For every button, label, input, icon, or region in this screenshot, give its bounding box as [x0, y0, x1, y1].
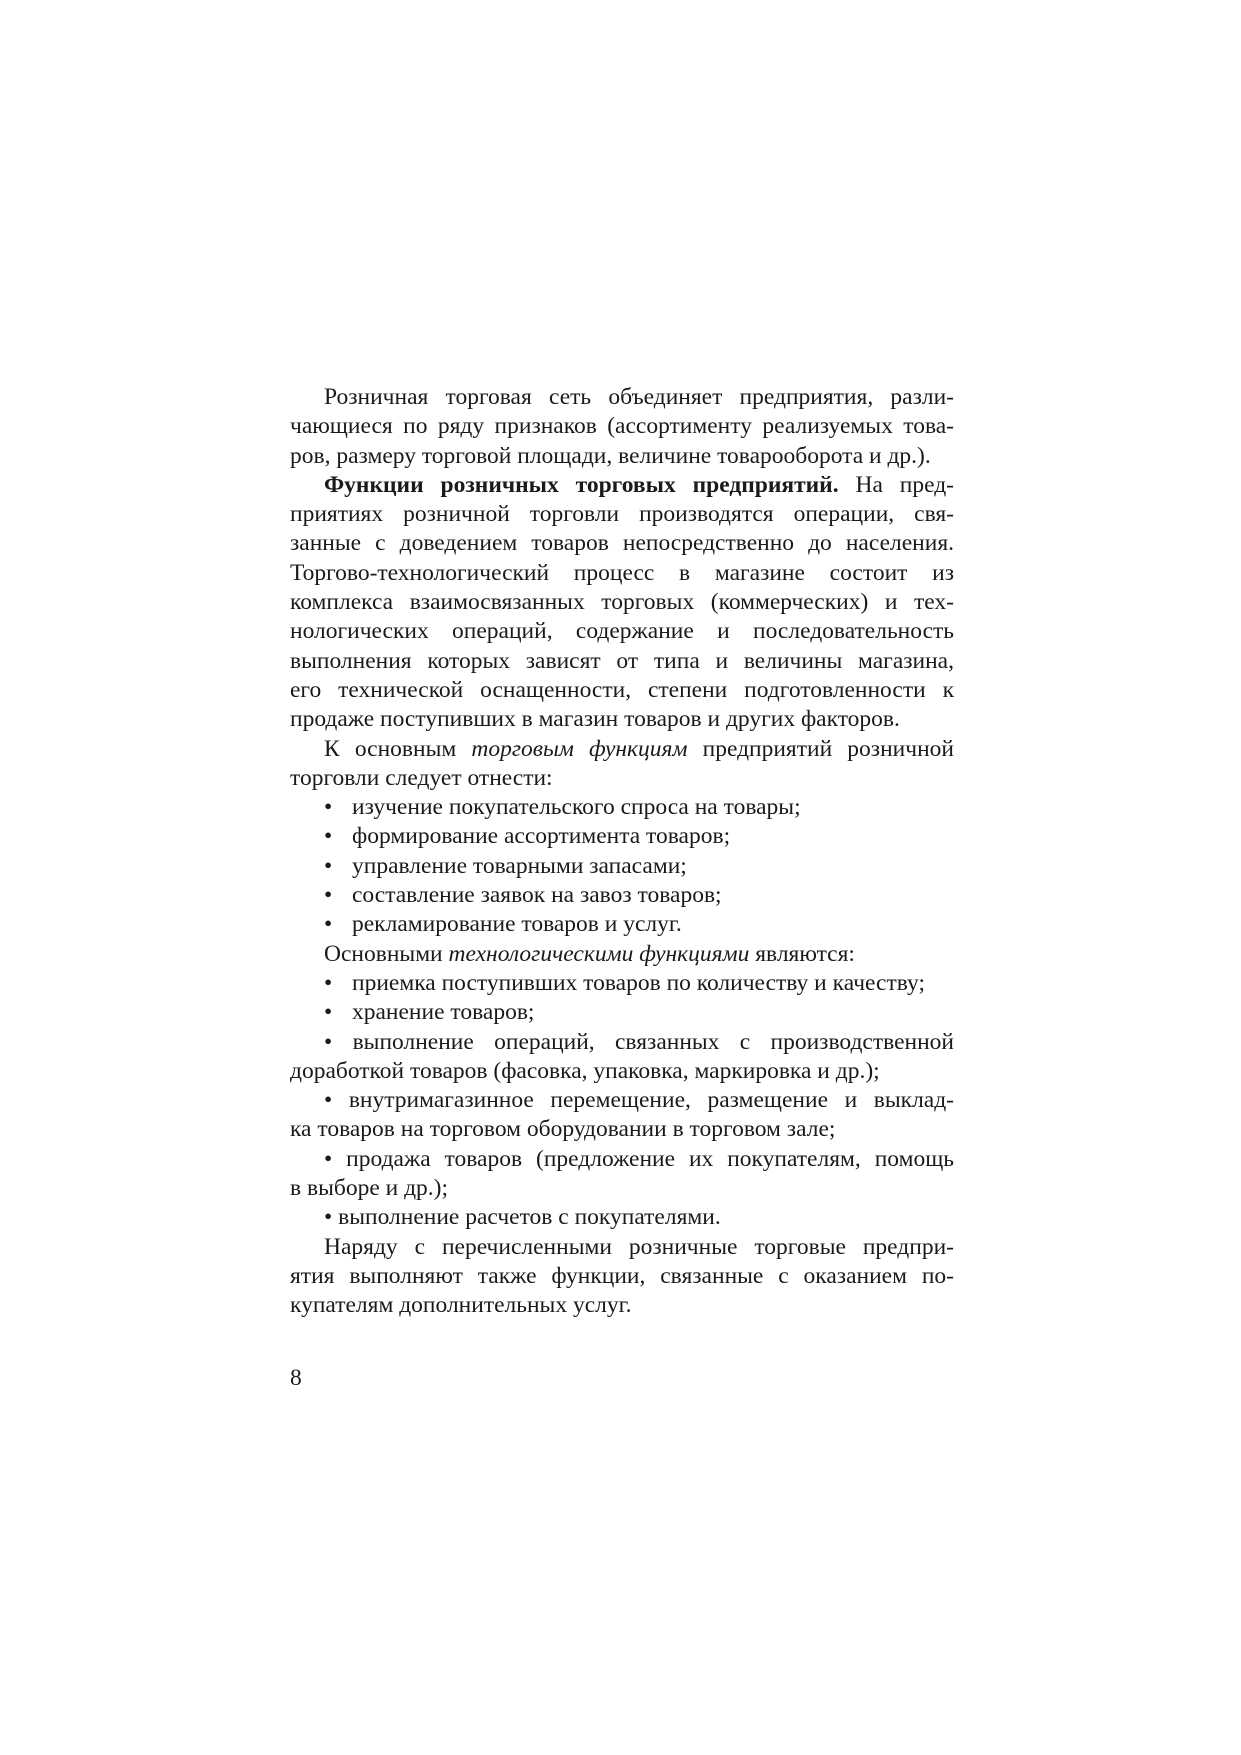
text-line: [290, 471, 954, 500]
list-item: [290, 1028, 954, 1087]
list-item-text: управление товарными запасами;: [352, 852, 687, 879]
text-fragment: являются:: [749, 940, 855, 967]
text-line: Наряду с перечисленными розничные торговые предпри-: [324, 1233, 954, 1260]
list-item-text: формирование ассортимента товаров;: [352, 823, 731, 850]
text-line: [290, 1028, 954, 1057]
bullet-icon: •: [324, 794, 333, 821]
text-line: продаже поступивших в магазин товаров и других факторов.: [290, 706, 900, 733]
bullet-icon: •: [324, 999, 333, 1026]
list-item-text: хранение товаров;: [352, 999, 535, 1026]
list-item: [290, 852, 954, 881]
trade-functions-list: [290, 793, 954, 939]
text-line: купателям дополнительных услуг.: [290, 1292, 632, 1319]
text-line: выполнения которых зависят от типа и величины магазина,: [290, 647, 954, 674]
text-line: ка товаров на торговом оборудовании в торговом зале;: [290, 1116, 836, 1143]
text-line: торговли следует отнести:: [290, 764, 553, 791]
text-line: [290, 1145, 954, 1174]
page-body-text: [290, 383, 954, 1321]
list-item-text: продажа товаров (предложение их покупателям, помощь: [346, 1145, 955, 1172]
text-line: комплекса взаимосвязанных торговых (коммерческих) и тех-: [290, 589, 954, 616]
text-line: чающиеся по ряду признаков (ассортименту реализуемых това-: [290, 413, 954, 440]
bullet-icon: •: [324, 1087, 333, 1114]
bullet-icon: •: [324, 823, 333, 850]
bullet-icon: •: [324, 1028, 333, 1055]
text-line: его технической оснащенности, степени подготовленности к: [290, 676, 954, 703]
text-line: [290, 940, 954, 969]
list-item: [290, 793, 954, 822]
list-item-text: выполнение операций, связанных с производственной: [352, 1028, 955, 1055]
tech-functions-list: [290, 969, 954, 1028]
list-item-text: приемка поступивших товаров по количеству и качеству;: [352, 969, 925, 996]
bullet-icon: •: [324, 969, 333, 996]
list-item: [290, 1145, 954, 1204]
text-fragment: Основными: [324, 940, 449, 967]
list-item-text: выполнение расчетов с покупателями.: [338, 1204, 721, 1231]
paragraph-trade-functions-intro: [290, 735, 954, 794]
text-line: ятия выполняют также функции, связанные с оказанием по-: [290, 1262, 954, 1289]
section-heading: Функции розничных торговых предприятий.: [324, 471, 839, 498]
bullet-icon: •: [324, 852, 333, 879]
text-line: [290, 1086, 954, 1115]
emphasis-text: технологическими функциями: [448, 940, 750, 967]
paragraph-retail-functions: [290, 471, 954, 735]
text-fragment: На пред-: [838, 471, 954, 498]
paragraph-retail-network: [290, 383, 954, 471]
list-item-text: составление заявок на завоз товаров;: [352, 882, 722, 909]
list-item-text: рекламирование товаров и услуг.: [352, 911, 682, 938]
bullet-icon: •: [324, 1145, 333, 1172]
text-line: ров, размеру торговой площади, величине товарооборота и др.).: [290, 442, 931, 469]
list-item: [290, 1203, 954, 1232]
bullet-icon: •: [324, 882, 333, 909]
text-fragment: предприятий розничной: [687, 735, 954, 762]
list-item: [290, 822, 954, 851]
list-item: [290, 881, 954, 910]
text-line: в выборе и др.);: [290, 1175, 449, 1202]
paragraph-additional-services: [290, 1233, 954, 1321]
bullet-icon: •: [324, 1204, 333, 1231]
bullet-icon: •: [324, 911, 333, 938]
text-fragment: К основным: [324, 735, 472, 762]
page-number: 8: [290, 1365, 302, 1391]
text-line: нологических операций, содержание и последовательность: [290, 618, 954, 645]
list-item-text: внутримагазинное перемещение, размещение и выклад-: [348, 1087, 955, 1114]
list-item: [290, 1086, 954, 1145]
paragraph-tech-functions-intro: [290, 940, 954, 969]
list-item: [290, 910, 954, 939]
list-item-text: изучение покупательского спроса на товары;: [352, 794, 801, 821]
text-line: занные с доведением товаров непосредственно до населения.: [290, 530, 954, 557]
list-item: [290, 998, 954, 1027]
emphasis-text: торговым функциям: [471, 735, 688, 762]
text-line: Торгово-технологический процесс в магазине состоит из: [290, 559, 954, 586]
text-line: приятиях розничной торговли производятся операции, свя-: [290, 501, 954, 528]
list-item: [290, 969, 954, 998]
text-line: [290, 735, 954, 764]
text-line: доработкой товаров (фасовка, упаковка, маркировка и др.);: [290, 1057, 880, 1084]
text-line: [290, 1203, 954, 1232]
text-line: Розничная торговая сеть объединяет предприятия, разли-: [324, 384, 954, 410]
